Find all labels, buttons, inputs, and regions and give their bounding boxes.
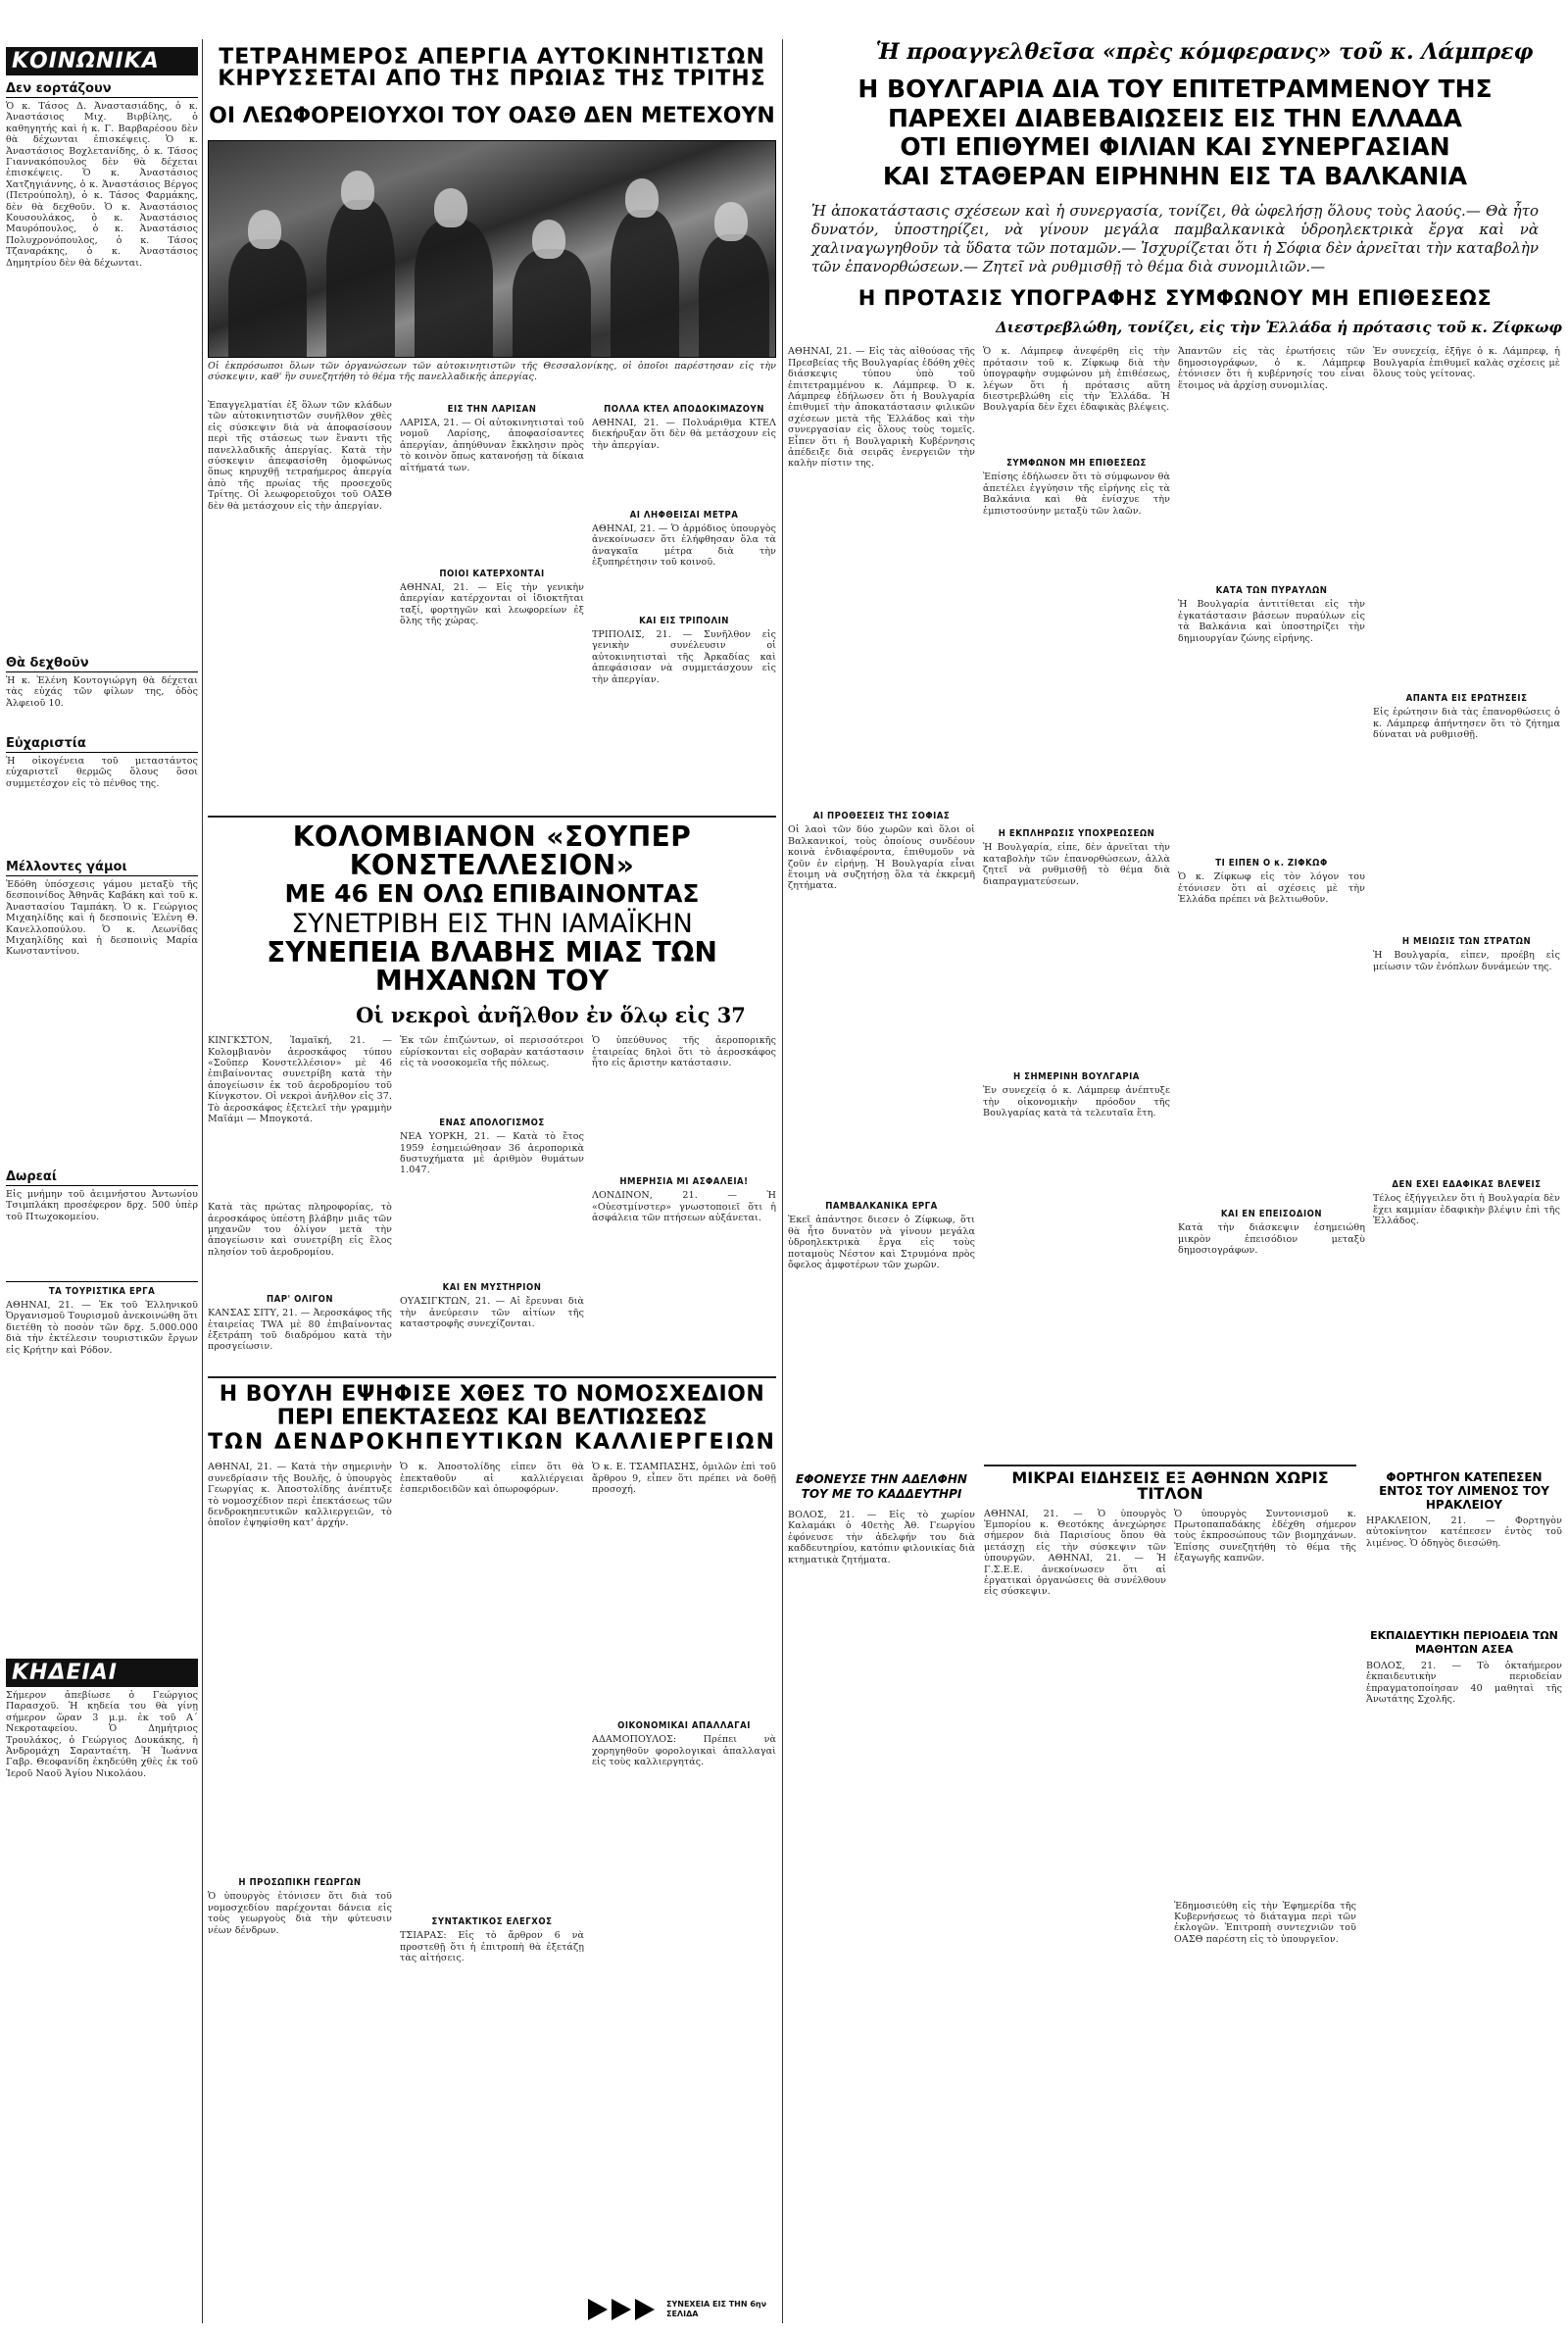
fortigon-text: ΗΡΑΚΛΕΙΟΝ, 21. — Φορτηγὸν αὐτοκίνητον κατέπεσεν ἐντὸς τοῦ λιμένος. Ὁ ὁδηγὸς διεσώθη. [1366, 1515, 1562, 1549]
mellontes-header: Μέλλοντες γάμοι [6, 860, 198, 876]
bulgaria-headline-1: Η ΒΟΥΛΓΑΡΙΑ ΔΙΑ ΤΟΥ ΕΠΙΤΕΤΡΑΜΜΕΝΟΥ ΤΗΣ [858, 75, 1493, 103]
fortigon-story [1366, 1470, 1562, 2333]
plane-sub-4: ΗΜΕΡΗΣΙΑ ΜΙ ΑΣΦΑΛΕΙΑ! [619, 1176, 749, 1188]
bulgaria-headline-2: ΠΑΡΕΧΕΙ ΔΙΑΒΕΒΑΙΩΣΕΙΣ ΕΙΣ ΤΗΝ ΕΛΛΑΔΑ [888, 103, 1462, 132]
bulgaria-col4b: Εἰς ἐρώτησιν διὰ τὰς ἐπανορθώσεις ὁ κ. Λάμπρεφ ἀπήντησεν ὅτι τὸ ζήτημα δύναται νὰ ρυθμισθῇ. [1373, 707, 1560, 741]
bill-headline-2: ΠΕΡΙ ΕΠΕΚΤΑΣΕΩΣ ΚΑΙ ΒΕΛΤΙΩΣΕΩΣ [276, 1406, 708, 1431]
bulgaria-col4d: Τέλος ἐξήγγειλεν ὅτι ἡ Βουλγαρία δὲν ἔχει καμμίαν ἐδαφικὴν βλέψιν ἐπὶ τῆς Ἑλλάδος. [1373, 1193, 1560, 1227]
plane-headline-5: Οἱ νεκροὶ ἀνῆλθον ἐν ὅλῳ εἰς 37 [356, 1003, 746, 1028]
larisa-text: ΛΑΡΙΣΑ, 21. — Οἱ αὐτοκινητισταὶ τοῦ νομοῦ Λαρίσης, ἀποφασίσαντες ἀπεργίαν, ἀπηύθυναν ἔκκλησιν πρὸς τὸ κοινὸν ὅπως κατανοήσῃ τὰ δίκαια αἰτήματά των. [400, 418, 584, 473]
bulgaria-col2b: Ἐπίσης ἐδήλωσεν ὅτι τὸ σύμφωνον θὰ ἀπετέλει ἐγγύησιν τῆς εἰρήνης εἰς τὰ Βαλκάνια καὶ θὰ ἐνίσχυε τὴν ἐμπιστοσύνην μεταξὺ τῶν λαῶν. [983, 472, 1170, 517]
ekpaideutiki-headline: ΕΚΠΑΙΔΕΥΤΙΚΗ ΠΕΡΙΟΔΕΙΑ ΤΩΝ ΜΑΘΗΤΩΝ ΑΣΕΑ [1370, 1629, 1558, 1656]
plane-headline-4: ΣΥΝΕΠΕΙΑ ΒΛΑΒΗΣ ΜΙΑΣ ΤΩΝ ΜΗΧΑΝΩΝ ΤΟΥ [267, 936, 717, 997]
mikrai-col3: Ἐδημοσιεύθη εἰς τὴν Ἐφημερίδα τῆς Κυβερνήσεως τὸ διάταγμα περὶ τῶν ἐκλογῶν. Ἐπιτροπὴ συντεχνιῶν τοῦ ΟΑΣΘ παρέστη εἰς τὸ ὑπουργεῖον. [1174, 1900, 1356, 1945]
dwreai-header: Δωρεαί [6, 1169, 198, 1186]
bill-story [208, 1384, 776, 2325]
bulgaria-headline-6: Διεστρεβλώθη, τονίζει, εἰς τὴν Ἑλλάδα ἡ πρότασις τοῦ κ. Ζίφκωφ [996, 319, 1562, 337]
bulgaria-sub-7: ΤΙ ΕΙΠΕΝ Ο κ. ΖΙΦΚΩΦ [1215, 858, 1328, 869]
bulgaria-col3b: Ἡ Βουλγαρία ἀντιτίθεται εἰς τὴν ἐγκατάστασιν βάσεων πυραύλων εἰς τὰ Βαλκάνια καὶ ὑποστηρίζει τὴν δημιουργίαν ζώνης εἰρήνης. [1178, 599, 1365, 644]
dexthoun-header: Θὰ δεχθοῦν [6, 656, 198, 672]
bulgaria-headline-3: ΟΤΙ ΕΠΙΘΥΜΕΙ ΦΙΛΙΑΝ ΚΑΙ ΣΥΝΕΡΓΑΣΙΑΝ [900, 132, 1450, 161]
efonefse-text: ΒΟΛΟΣ, 21. — Εἰς τὸ χωρίον Καλαμάκι ὁ 40ετὴς Ἀθ. Γεωργίου ἐφόνευσε τὴν ἀδελφήν του διὰ καδδευτηρίου, κατόπιν φιλονικίας διὰ κτηματικὰ ζητήματα. [788, 1510, 975, 1565]
mikrai-top-rule [984, 1465, 1356, 1466]
bulgaria-kicker: Ἡ προαγγελθεῖσα «πρὲς κόμφερανς» τοῦ κ. Λάμπρεφ [875, 39, 1534, 65]
bill-col1: ΑΘΗΝΑΙ, 21. — Κατὰ τὴν σημερινὴν συνεδρίασιν τῆς Βουλῆς, ὁ ὑπουργὸς Γεωργίας κ. Ἀποστολίδης ἀνέπτυξε τὸ νομοσχέδιον περὶ ἐπεκτάσεως τῶν δενδροκηπευτικῶν καλλιεργειῶν, τὸ ὁποῖον ἐψηφίσθη κατ' ἀρχήν. [208, 1462, 392, 1529]
strike-meeting-photo [208, 140, 776, 358]
apokom-head: ΠΟΛΛΑ ΚΤΕΛ ΑΠΟΔΟΚΙΜΑΖΟΥΝ [604, 404, 764, 415]
bulgaria-sub-3: ΣΥΜΦΩΝΟΝ ΜΗ ΕΠΙΘΕΣΕΩΣ [1006, 458, 1147, 470]
bill-col3b: ΑΔΑΜΟΠΟΥΛΟΣ: Πρέπει νὰ χορηγηθοῦν φορολογικαὶ ἀπαλλαγαὶ εἰς τοὺς καλλιεργητάς. [592, 1734, 776, 1768]
plane-col1b: Κατὰ τὰς πρώτας πληροφορίας, τὸ ἀεροσκάφος ὑπέστη βλάβην μιᾶς τῶν μηχανῶν του ὀλίγον μετὰ τὴν ἀπογείωσιν καὶ συνετρίβη εἰς ἕλος πλησίον τοῦ ἀεροδρομίου. [208, 1202, 392, 1258]
tripolis-head: ΚΑΙ ΕΙΣ ΤΡΙΠΟΛΙΝ [639, 616, 729, 626]
plane-col3: Ὁ ὑπεύθυνος τῆς ἀεροπορικῆς ἑταιρείας δηλοὶ ὅτι τὸ ἀεροσκάφος ἦτο εἰς ἄριστην κατάστασιν. [592, 1035, 776, 1069]
arrow-icon [635, 2299, 655, 2320]
bulgaria-sub-4: Η ΕΚΠΛΗΡΩΣΙΣ ΥΠΟΧΡΕΩΣΕΩΝ [998, 828, 1155, 840]
plane-col1c: ΚΑΝΣΑΣ ΣΙΤΥ, 21. — Ἀεροσκάφος τῆς ἑταιρείας TWA μὲ 80 ἐπιβαίνοντας ἐξετράπη τοῦ διαδρόμου κατὰ τὴν προσγείωσιν. [208, 1308, 392, 1353]
apokom-text: ΑΘΗΝΑΙ, 21. — Πολυάριθμα ΚΤΕΛ διεκήρυξαν ὅτι δὲν θὰ μετάσχουν εἰς τὴν ἀπεργίαν. [592, 418, 776, 451]
mikrai-headline: ΜΙΚΡΑΙ ΕΙΔΗΣΕΙΣ ΕΞ ΑΘΗΝΩΝ ΧΩΡΙΣ ΤΙΤΛΟΝ [1011, 1470, 1329, 1504]
bill-col3: Ὁ κ. Ε. ΤΣΑΜΠΑΣΗΣ, ὁμιλῶν ἐπὶ τοῦ ἄρθρου 9, εἶπεν ὅτι πρέπει νὰ δοθῇ προσοχή. [592, 1462, 776, 1496]
plane-col2c: ΟΥΑΣΙΓΚΤΩΝ, 21. — Αἱ ἔρευναι διὰ τὴν ἀνεύρεσιν τῶν αἰτίων τῆς καταστροφῆς συνεχίζονται. [400, 1296, 584, 1330]
strike-headline: ΤΕΤΡΑΗΜΕΡΟΣ ΑΠΕΡΓΙΑ ΑΥΤΟΚΙΝΗΤΙΣΤΩΝ ΚΗΡΥΣΣΕΤΑΙ ΑΠΟ ΤΗΣ ΠΡΩΙΑΣ ΤΗΣ ΤΡΙΤΗΣ [218, 47, 766, 92]
plane-col3b: ΛΟΝΔΙΝΟΝ, 21. — Ἡ «Οὐεστμίνστερ» γνωστοποιεῖ ὅτι ἡ ἀσφάλεια τῶν πτήσεων αὐξάνεται. [592, 1190, 776, 1224]
column-rule [202, 39, 203, 2323]
plane-col1: ΚΙΝΓΚΣΤΟΝ, Ἰαμαϊκή, 21. — Κολομβιανὸν ἀεροσκάφος τύπου «Σοῦπερ Κονστελλέσιον» μὲ 46 ἐπιβαίνοντας συνετρίβη κατὰ τὴν ἀπογείωσιν ἐκ τοῦ ἀεροδρομίου τοῦ Κίνγκστον. Οἱ νεκροὶ ἀνῆλθον εἰς 37. Τὸ ἀεροσκάφος ἐξετελεῖ τὴν γραμμὴν Μαϊάμι — Μπογκοτά. [208, 1035, 392, 1125]
bulgaria-col3d: Κατὰ τὴν διάσκεψιν ἐσημειώθη μικρὸν ἐπεισόδιον μεταξὺ δημοσιογράφων. [1178, 1222, 1365, 1257]
eucharistia-header: Εὐχαριστία [6, 736, 198, 753]
bulgaria-col3c: Ὁ κ. Ζίφκωφ εἰς τὸν λόγον του ἐτόνισεν ὅτι αἱ σχέσεις μὲ τὴν Ἑλλάδα πρέπει νὰ βελτιωθοῦν. [1178, 871, 1365, 906]
photo-caption: Οἱ ἐκπρόσωποι ὅλων τῶν ὀργανώσεων τῶν αὐτοκινητιστῶν τῆς Θεσσαλονίκης, οἱ ὁποῖοι παρέστησαν εἰς τὴν σύσκεψιν, καθ' ἣν συνεζητήθη τὸ θέμα τῆς πανελλαδικῆς ἀπεργίας. [208, 361, 776, 383]
touristika-text: ΑΘΗΝΑΙ, 21. — Ἐκ τοῦ Ἑλληνικοῦ Ὀργανισμοῦ Τουρισμοῦ ἀνεκοινώθη ὅτι διετέθη τὸ ποσὸν τῶν δρχ. 5.000.000 διὰ τὴν ἐκτέλεσιν τουριστικῶν ἔργων εἰς Κρήτην καὶ Ρόδον. [6, 1300, 198, 1356]
koinonika-header: ΚΟΙΝΩΝΙΚΑ [6, 47, 198, 75]
tripolis-text: ΤΡΙΠΟΛΙΣ, 21. — Συνῆλθον εἰς γενικὴν συνέλευσιν οἱ αὐτοκινητισταὶ τῆς Ἀρκαδίας καὶ ἀπεφάσισαν νὰ συμμετάσχουν εἰς τὴν ἀπεργίαν. [592, 629, 776, 685]
mikrai-col1: ΑΘΗΝΑΙ, 21. — Ὁ ὑπουργὸς Ἐμπορίου κ. Θεοτόκης ἀνεχώρησε σήμερον διὰ Παρισίους ὅπου θὰ μετάσχῃ εἰς τὴν σύσκεψιν τῶν ὑπουργῶν. ΑΘΗΝΑΙ, 21. — Ἡ Γ.Σ.Ε.Ε. ἀνεκοίνωσεν ὅτι αἱ ἐργατικαὶ ὀργανώσεις θὰ συνέλθουν εἰς σύσκεψιν. [984, 1508, 1166, 1598]
bulgaria-col4: Ἐν συνεχείᾳ, ἐξῆγε ὁ κ. Λάμπρεφ, ἡ Βουλγαρία ἐπιθυμεῖ καλὰς σχέσεις μὲ ὅλους τοὺς γείτονας. [1373, 346, 1560, 380]
bulgaria-sub-8: ΚΑΙ ΕΝ ΕΠΕΙΣΟΔΙΟΝ [1220, 1209, 1323, 1220]
plane-col2: Ἐκ τῶν ἐπιζώντων, οἱ περισσότεροι εὑρίσκονται εἰς σοβαρὰν κατάστασιν εἰς τὰ νοσοκομεῖα τῆς πόλεως. [400, 1035, 584, 1069]
bulgaria-sub-5: Η ΣΗΜΕΡΙΝΗ ΒΟΥΛΓΑΡΙΑ [1013, 1071, 1140, 1083]
bill-col2b: ΤΣΙΑΡΑΣ: Εἰς τὸ ἄρθρον 6 νὰ προστεθῇ ὅτι ἡ ἐπιτροπὴ θὰ ἐξετάζῃ τὰς αἰτήσεις. [400, 1930, 584, 1964]
kideiai-text: Σήμερον ἀπεβίωσε ὁ Γεώργιος Παρασχοῦ. Ἡ κηδεία του θὰ γίνῃ σήμερον ὥραν 3 μ.μ. ἐκ τοῦ Α΄ Νεκροταφείου. Ὁ Δημήτριος Τρουλάκος, ὁ Γεώργιος Δουκάκης, ἡ Ἀνδρομάχη Σαρανταέτη. Ἡ Ἰωάννα Γαβρ. Θεοφανίδη ἐκηδεύθη χθὲς ἐκ τοῦ Ἱεροῦ Ναοῦ Ἁγίου Νικολάου. [6, 1690, 198, 1779]
plane-headline-1: ΚΟΛΟΜΒΙΑΝΟΝ «ΣΟΥΠΕΡ ΚΟΝΣΤΕΛΛΕΣΙΟΝ» [292, 823, 692, 881]
bulgaria-col1: ΑΘΗΝΑΙ, 21. — Εἰς τὰς αἰθούσας τῆς Πρεσβείας τῆς Βουλγαρίας ἐδόθη χθὲς διάσκεψις τύπου ὑπὸ τοῦ ἐπιτετραμμένου κ. Λάμπρεφ. Ὁ κ. Λάμπρεφ ἐδήλωσεν ὅτι ἡ Βουλγαρία ἐπιθυμεῖ τὴν ἀποκατάστασιν φιλικῶν σχέσεων μετὰ τῆς Ἑλλάδος καὶ τὴν συνεργασίαν εἰς ὅλους τοὺς τομεῖς. Εἶπεν ὅτι ἡ Βουλγαρικὴ Κυβέρνησις ἀπέδειξε διὰ σειρᾶς ἐνεργειῶν τὴν καλὴν πίστιν της. [788, 346, 975, 470]
continued-arrows [588, 2299, 655, 2320]
arrow-icon [612, 2299, 631, 2320]
bulgaria-col2d: Ἐν συνεχείᾳ ὁ κ. Λάμπρεφ ἀνέπτυξε τὴν οἰκονομικὴν πρόοδον τῆς Βουλγαρίας κατὰ τὰ τελευταῖα ἔτη. [983, 1085, 1170, 1119]
poioi-head: ΠΟΙΟΙ ΚΑΤΕΡΧΟΝΤΑΙ [439, 569, 545, 579]
continued-label: ΣΥΝΕΧΕΙΑ ΕΙΣ ΤΗΝ 6ην ΣΕΛΙΔΑ [666, 2300, 767, 2318]
bulgaria-headline-5: Η ΠΡΟΤΑΣΙΣ ΥΠΟΓΡΑΦΗΣ ΣΥΜΦΩΝΟΥ ΜΗ ΕΠΙΘΕΣΕΩΣ [858, 286, 1493, 310]
arrow-icon [588, 2299, 608, 2320]
bill-col2: Ὁ κ. Ἀποστολίδης εἶπεν ὅτι θὰ ἐπεκταθοῦν αἱ καλλιέργειαι ἐσπεριδοειδῶν καὶ ὀπωροφόρων. [400, 1462, 584, 1496]
plane-story [208, 823, 776, 1372]
eucharistia-text: Ἡ οἰκογένεια τοῦ μεταστάντος εὐχαριστεῖ θερμῶς ὅλους ὅσοι συμμετέσχον εἰς τὸ πένθος της. [6, 756, 198, 789]
bill-sub-3: ΟΙΚΟΝΟΜΙΚΑΙ ΑΠΑΛΛΑΓΑΙ [617, 1720, 751, 1732]
plane-bottom-rule [208, 1376, 776, 1378]
metra-text: ΑΘΗΝΑΙ, 21. — Ὁ ἁρμόδιος ὑπουργὸς ἀνεκοίνωσεν ὅτι ἐλήφθησαν ὅλα τὰ ἀναγκαῖα μέτρα διὰ τὴν ἐξυπηρέτησιν τοῦ κοινοῦ. [592, 523, 776, 569]
strike-body [208, 361, 776, 812]
mikrai-col2: Ὁ ὑπουργὸς Συντονισμοῦ κ. Πρωτοπαπαδάκης ἐδέχθη σήμερον τοὺς ἐκπροσώπους τῶν βιομηχάνων. Ἐπίσης συνεζητήθη τὸ θέμα τῆς ἐξαγωγῆς καπνῶν. [1174, 1508, 1356, 1565]
bulgaria-lead: Ἡ ἀποκατάστασις σχέσεων καὶ ἡ συνεργασία, τονίζει, θὰ ὠφελήσῃ ὅλους τοὺς λαούς.— Θὰ ἦτο δυνατόν, ὑποστηρίζει, νὰ γίνουν μεγάλα παμβαλκανικὰ ὑδροηλεκτρικὰ ἔργα καὶ νὰ χαλιναγωγηθοῦν τὰ ὕδατα τῶν ποταμῶν.— Ἰσχυρίζεται ὅτι ἡ Σόφια δὲν ἀρνεῖται τὴν καταβολὴν τῶν ἐπανορθώσεων.— Ζητεῖ νὰ ρυθμισθῇ τὸ θέμα διὰ συνομιλιῶν.— [811, 202, 1539, 275]
dwreai-text: Εἰς μνήμην τοῦ ἀειμνήστου Ἀντωνίου Τσιμπλάκη προσέφερον δρχ. 500 ὑπὲρ τοῦ Πτωχοκομείου. [6, 1189, 198, 1222]
bulgaria-sub-10: Η ΜΕΙΩΣΙΣ ΤΩΝ ΣΤΡΑΤΩΝ [1401, 936, 1532, 948]
bill-col1b: Ὁ ὑπουργὸς ἐτόνισεν ὅτι διὰ τοῦ νομοσχεδίου παρέχονται δάνεια εἰς τοὺς γεωργοὺς διὰ τὴν φύτευσιν νέων δένδρων. [208, 1891, 392, 1936]
column-rule [782, 39, 783, 2323]
bulgaria-col4c: Ἡ Βουλγαρία, εἶπεν, προέβη εἰς μείωσιν τῶν ἐνόπλων δυνάμεών της. [1373, 950, 1560, 972]
bulgaria-sub-1: ΑΙ ΠΡΟΘΕΣΕΙΣ ΤΗΣ ΣΟΦΙΑΣ [812, 811, 951, 822]
strike-body-col1: Ἐπαγγελματίαι ἐξ ὅλων τῶν κλάδων τῶν αὐτοκινητιστῶν συνῆλθον χθὲς εἰς σύσκεψιν διὰ νὰ ἀποφασίσουν περὶ τῆς στάσεως των ἔναντι τῆς πανελλαδικῆς ἀπεργίας. Κατὰ τὴν σύσκεψιν ἀπεφασίσθη ὁμοφώνως ὅπως κηρυχθῇ τετραήμερος ἀπεργία ἀπὸ τῆς πρωίας τῆς προσεχοῦς Τρίτης. Οἱ λεωφορειοῦχοι τοῦ ΟΑΣΘ δὲν θὰ μετάσχουν εἰς τὴν ἀπεργίαν. [208, 400, 392, 512]
eortazoun-header: Δεν εορτάζουν [6, 81, 198, 98]
bulgaria-sub-6: ΚΑΤΑ ΤΩΝ ΠΥΡΑΥΛΩΝ [1215, 585, 1328, 597]
dexthoun-text: Ἡ κ. Ἐλένη Κοντογιώργη θὰ δέχεται τὰς εὐχάς τῶν φίλων της, ὁδὸς Ἀλφειοῦ 10. [6, 675, 198, 709]
bulgaria-col2: Ὁ κ. Λάμπρεφ ἀνεφέρθη εἰς τὴν πρότασιν τοῦ κ. Ζίφκωφ διὰ τὴν ὑπογραφὴν συμφώνου μὴ ἐπιθέσεως, λέγων ὅτι ἡ πρότασις αὕτη διεστρεβλώθη εἰς τὴν Ἑλλάδα. Ἡ Βουλγαρία δὲν ἔχει ἐδαφικὰς βλέψεις. [983, 346, 1170, 414]
fortigon-headline: ΦΟΡΤΗΓΟΝ ΚΑΤΕΠΕΣΕΝ ΕΝΤΟΣ ΤΟΥ ΛΙΜΕΝΟΣ ΤΟΥ ΗΡΑΚΛΕΙΟΥ [1379, 1470, 1549, 1512]
touristika-header: ΤΑ ΤΟΥΡΙΣΤΙΚΑ ΕΡΓΑ [6, 1281, 198, 1297]
bulgaria-story [788, 39, 1562, 1461]
larisa-head: ΕΙΣ ΤΗΝ ΛΑΡΙΣΑΝ [447, 404, 537, 415]
bulgaria-col1b: Οἱ λαοὶ τῶν δύο χωρῶν καὶ ὅλοι οἱ Βαλκανικοί, τοὺς ὁποίους συνδέουν κοινὰ ἐνδιαφέροντα, ἐπιθυμοῦν νὰ ζοῦν ἐν εἰρήνῃ. Ἡ Βουλγαρία εἶναι ἕτοιμη νὰ συζητήσῃ ὅλα τὰ ἐκκρεμῆ ζητήματα. [788, 824, 975, 892]
bulgaria-sub-9: ΑΠΑΝΤΑ ΕΙΣ ΕΡΩΤΗΣΕΙΣ [1405, 693, 1528, 705]
eortazoun-text: Ὁ κ. Τάσος Δ. Ἀναστασιάδης, ὁ κ. Ἀναστάσιος Μιχ. Βιρβίλης, ὁ καθηγητής καὶ ἡ κ. Γ. Βαρβαρέσου δὲν θὰ δέχωνται ἐπισκέψεις. Ὁ κ. Ἀναστάσιος Βοχλετανίδης, ὁ κ. Τάσος Γιαννακόπουλος δὲν θὰ δέχεται ἐπισκέψεις. Ὁ κ. Ἀναστάσιος Χατζηγιάννης, ὁ κ. Ἀναστάσιος Βέργος (Πετρούπολη), ὁ κ. Τάσος Φαρμάκης, δὲν θὰ δεχθοῦν. Ὁ κ. Ἀναστάσιος Κουσουλάκος, ὁ κ. Ἀναστάσιος Μαυρόπουλος, ὁ κ. Ἀναστάσιος Πολυχρονόπουλος, ὁ κ. Τάσος Τζαναράκης, ὁ κ. Ἀναστάσιος Δημητρίου δὲν θὰ δέχωνται. [6, 101, 198, 269]
bulgaria-col2c: Ἡ Βουλγαρία, εἶπε, δὲν ἀρνεῖται τὴν καταβολὴν τῶν ἐπανορθώσεων, ἀλλὰ ζητεῖ νὰ ρυθμισθῇ τὸ θέμα διὰ διαπραγματεύσεων. [983, 842, 1170, 887]
plane-col2b: ΝΕΑ ΥΟΡΚΗ, 21. — Κατὰ τὸ ἔτος 1959 ἐσημειώθησαν 36 ἀεροπορικὰ δυστυχήματα μὲ ἀριθμὸν θυμάτων 1.047. [400, 1131, 584, 1176]
plane-sub-1: ΠΑΡ' ΟΛΙΓΟΝ [266, 1294, 334, 1306]
plane-sub-3: ΚΑΙ ΕΝ ΜΥΣΤΗΡΙΟΝ [442, 1282, 542, 1294]
efonefse-headline: ΕΦΟΝΕΥΣΕ ΤΗΝ ΑΔΕΛΦΗΝ ΤΟΥ ΜΕ ΤΟ ΚΑΔΔΕΥΤΗΡΙ [796, 1472, 967, 1501]
bulgaria-sub-2: ΠΑΜΒΑΛΚΑΝΙΚΑ ΕΡΓΑ [825, 1201, 938, 1213]
bill-sub-2: ΣΥΝΤΑΚΤΙΚΟΣ ΕΛΕΓΧΟΣ [431, 1916, 553, 1928]
strike-bottom-rule [208, 816, 776, 818]
kideiai-header: ΚΗΔΕΙΑΙ [6, 1659, 198, 1687]
strike-subheadline: ΟΙ ΛΕΩΦΟΡΕΙΟΥΧΟΙ ΤΟΥ ΟΑΣΘ ΔΕΝ ΜΕΤΕΧΟΥΝ [209, 104, 775, 128]
poioi-text: ΑΘΗΝΑΙ, 21. — Εἰς τὴν γενικὴν ἀπεργίαν κατέρχονται οἱ ἰδιοκτῆται ταξί, φορτηγῶν καὶ λεωφορείων ἐξ ὅλης τῆς χώρας. [400, 582, 584, 627]
left-column [6, 8, 198, 2331]
bill-headline-3: ΤΩΝ ΔΕΝΔΡΟΚΗΠΕΥΤΙΚΩΝ ΚΑΛΛΙΕΡΓΕΙΩΝ [208, 1429, 776, 1455]
plane-headline-3: ΣΥΝΕΤΡΙΒΗ ΕΙΣ ΤΗΝ ΙΑΜΑΪΚΗΝ [291, 908, 693, 939]
bulgaria-headline-4: ΚΑΙ ΣΤΑΘΕΡΑΝ ΕΙΡΗΝΗΝ ΕΙΣ ΤΑ ΒΑΛΚΑΝΙΑ [882, 161, 1468, 190]
plane-headline-2: ΜΕ 46 ΕΝ ΟΛΩ ΕΠΙΒΑΙΝΟΝΤΑΣ [284, 879, 700, 909]
bill-sub-1: Η ΠΡΟΣΩΠΙΚΗ ΓΕΩΡΓΩΝ [238, 1877, 362, 1889]
metra-head: ΑΙ ΛΗΦΘΕΙΣΑΙ ΜΕΤΡΑ [629, 510, 739, 521]
mellontes-text: Ἐδόθη ὑπόσχεσις γάμου μεταξὺ τῆς δεσποινίδος Ἀθηνᾶς Καβάκη καὶ τοῦ κ. Ἀναστασίου Ταμπάκη. Ὁ κ. Γεώργιος Μιχαηλίδης καὶ ἡ δεσποινὶς Ἐλένη Θ. Κανελλοπούλου. Ὁ κ. Λεωνίδας Μιχαηλίδης καὶ ἡ δεσποινὶς Μαρία Κωνσταντίνου. [6, 879, 198, 958]
bulgaria-sub-11: ΔΕΝ ΕΧΕΙ ΕΔΑΦΙΚΑΣ ΒΛΕΨΕΙΣ [1392, 1179, 1542, 1191]
bulgaria-col3: Ἀπαντῶν εἰς τὰς ἐρωτήσεις τῶν δημοσιογράφων, ὁ κ. Λάμπρεφ ἐτόνισεν ὅτι ἡ κυβέρνησίς του εἶναι ἕτοιμος νὰ ἀρχίσῃ συνομιλίας. [1178, 346, 1365, 391]
bill-headline-1: Η ΒΟΥΛΗ ΕΨΗΦΙΣΕ ΧΘΕΣ ΤΟ ΝΟΜΟΣΧΕΔΙΟΝ [219, 1384, 765, 1407]
mikrai-story [984, 1470, 1356, 2333]
bulgaria-col1c: Ἐκεῖ ἀπάντησε διεσεν ὁ Ζίφκωφ, ὅτι θὰ ἦτο δυνατὸν νὰ γίνουν μεγάλα ὑδροηλεκτρικὰ ἔργα εἰς τοὺς ποταμοὺς Νέστον καὶ Στρυμόνα πρὸς ὄφελος ἀμφοτέρων τῶν χωρῶν. [788, 1215, 975, 1271]
ekpaideutiki-text: ΒΟΛΟΣ, 21. — Τὸ ὀκταήμερον ἐκπαιδευτικὴν περιοδείαν ἐπραγματοποίησαν 40 μαθηταὶ τῆς Ἀνωτάτης Σχολῆς. [1366, 1661, 1562, 1706]
plane-sub-2: ΕΝΑΣ ΑΠΟΛΟΓΙΣΜΟΣ [439, 1118, 545, 1129]
efonefse-story [788, 1470, 975, 2333]
